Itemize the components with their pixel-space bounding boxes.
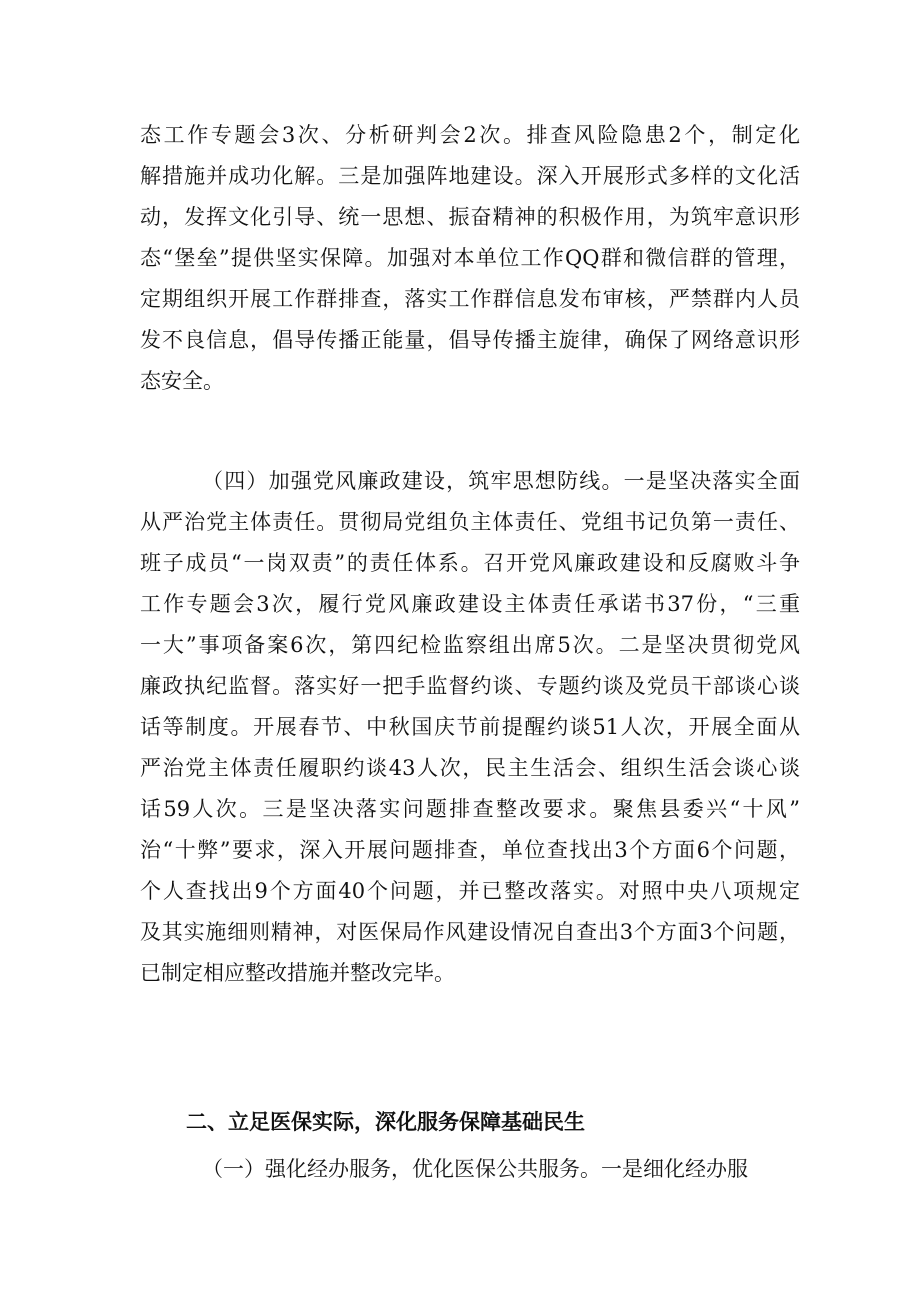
paragraph-section-2-1	[140, 1149, 800, 1190]
paragraph-continuation	[140, 115, 800, 402]
text-line: 工作专题会3次，履行党风廉政建设主体责任承诺书37份，“三重	[140, 592, 800, 616]
text-line: 严治党主体责任履职约谈43人次，民主生活会、组织生活会谈心谈	[140, 756, 800, 780]
text-line: 廉政执纪监督。落实好一把手监督约谈、专题约谈及党员干部谈心谈	[140, 674, 800, 698]
text-line: 态工作专题会3次、分析研判会2次。排查风险隐患2个，制定化	[140, 123, 800, 147]
text-line: 话等制度。开展春节、中秋国庆节前提醒约谈51人次，开展全面从	[140, 715, 800, 739]
text-line: 态安全。	[140, 369, 224, 393]
text-line: 已制定相应整改措施并整改完毕。	[140, 961, 455, 985]
text-line-indented: （一）强化经办服务，优化医保公共服务。一是细化经办服	[202, 1157, 748, 1181]
text-line-indented: （四）加强党风廉政建设，筑牢思想防线。一是坚决落实全面	[202, 469, 800, 493]
text-line: 话59人次。三是坚决落实问题排查整改要求。聚焦县委兴“十风”	[140, 797, 800, 821]
text-line: 从严治党主体责任。贯彻局党组负主体责任、党组书记负第一责任、	[140, 510, 800, 534]
text-line: 发不良信息，倡导传播正能量，倡导传播主旋律，确保了网络意识形	[140, 328, 800, 352]
text-line: 及其实施细则精神，对医保局作风建设情况自查出3个方面3个问题，	[140, 920, 800, 944]
text-line: 治“十弊”要求，深入开展问题排查，单位查找出3个方面6个问题，	[140, 838, 800, 862]
text-line: 定期组织开展工作群排查，落实工作群信息发布审核，严禁群内人员	[140, 287, 800, 311]
text-line: 班子成员“一岗双责”的责任体系。召开党风廉政建设和反腐败斗争	[140, 551, 800, 575]
paragraph-section-4	[140, 461, 800, 994]
text-line: 动，发挥文化引导、统一思想、振奋精神的积极作用，为筑牢意识形	[140, 205, 800, 229]
text-line: 个人查找出9个方面40个问题，并已整改落实。对照中央八项规定	[140, 879, 800, 903]
text-line: 态“堡垒”提供坚实保障。加强对本单位工作QQ群和微信群的管理，	[140, 246, 800, 270]
heading-text: 二、立足医保实际，深化服务保障基础民生	[186, 1110, 585, 1134]
text-line: 一大”事项备案6次，第四纪检监察组出席5次。二是坚决贯彻党风	[140, 633, 800, 657]
text-line: 解措施并成功化解。三是加强阵地建设。深入开展形式多样的文化活	[140, 164, 800, 188]
section-heading	[186, 1102, 800, 1143]
